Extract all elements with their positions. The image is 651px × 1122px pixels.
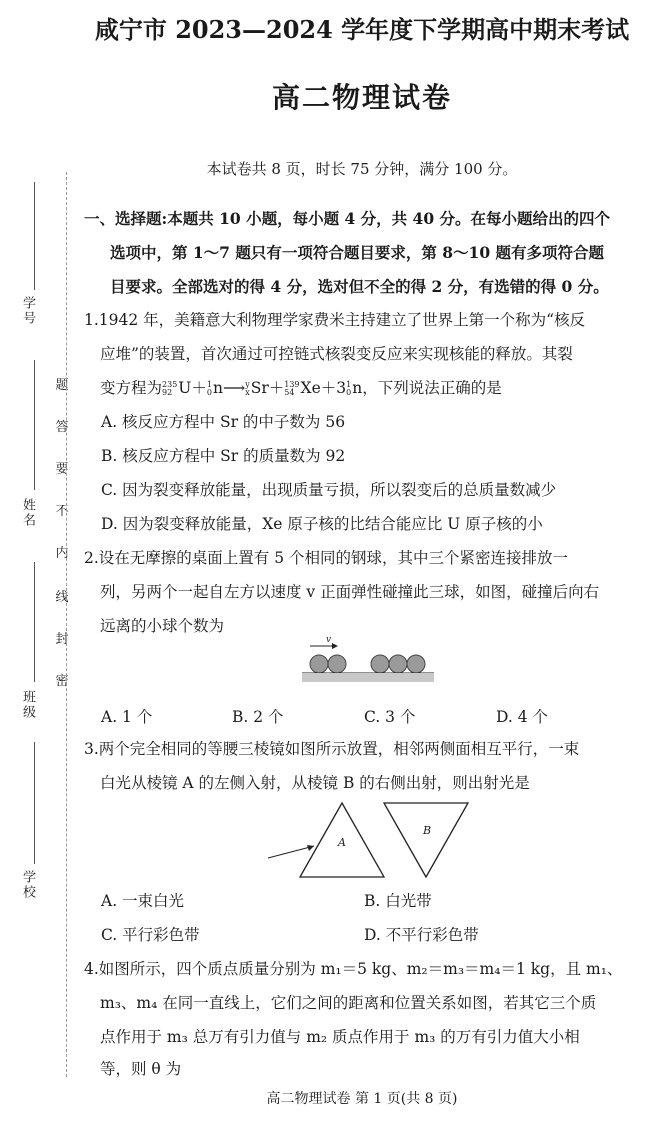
page-footer: 高二物理试卷 第 1 页(共 8 页) (266, 1091, 458, 1107)
seal-char: 封 (55, 632, 69, 647)
margin-line-school (34, 742, 35, 864)
q2-option-a[interactable]: A. 1 个 (101, 708, 153, 726)
prism-a-label: A (338, 836, 346, 849)
ball (310, 655, 328, 673)
q3-option-a[interactable]: A. 一束白光 (101, 892, 185, 910)
exam-info: 本试卷共 8 页，时长 75 分钟，满分 100 分。 (206, 160, 518, 178)
velocity-label: v (326, 635, 332, 645)
paper-subtitle: 高二物理试卷 (271, 81, 452, 114)
q3-option-c[interactable]: C. 平行彩色带 (101, 926, 200, 944)
margin-line-student-number (34, 182, 35, 290)
seal-char: 答 (55, 420, 69, 435)
q2-option-d[interactable]: D. 4 个 (496, 708, 549, 726)
q1-text-suffix: ，下列说法正确的是 (362, 379, 502, 397)
q2-text: 远离的小球个数为 (100, 617, 225, 635)
margin-line-class (34, 562, 35, 682)
q1-text (100, 371, 644, 405)
table-surface (302, 673, 434, 682)
prism-b-label: B (423, 824, 432, 837)
seal-char: 内 (55, 546, 69, 561)
q3-figure-prisms (262, 800, 482, 882)
q1-text: 1.1942 年，美籍意大利物理学家费米主持建立了世界上第一个称为“核反 (84, 311, 586, 329)
q2-text: 2.设在无摩擦的桌面上置有 5 个相同的钢球，其中三个紧密连接排放一 (84, 549, 569, 567)
q1-text: 应堆”的装置，首次通过可控链式核裂变反应来实现核能的释放。其裂 (100, 345, 573, 363)
seal-char: 要 (55, 462, 69, 477)
prism-b (384, 803, 468, 877)
exam-title: 咸宁市 2023—2024 学年度下学期高中期末考试 (94, 15, 630, 44)
q3-text: 白光从棱镜 A 的左侧入射，从棱镜 B 的右侧出射，则出射光是 (100, 774, 530, 792)
q3-option-b[interactable]: B. 白光带 (364, 892, 432, 910)
q2-option-c[interactable]: C. 3 个 (364, 708, 416, 726)
incident-light (268, 846, 314, 858)
q4-text: 4.如图所示，四个质点质量分别为 m₁＝5 kg、m₂＝m₃＝m₄＝1 kg，且 m₁、 (84, 960, 623, 978)
ball (389, 655, 407, 673)
ball (407, 655, 425, 673)
q3-option-d[interactable]: D. 不平行彩色带 (364, 926, 479, 944)
section-instruction: 一、选择题:本题共 10 小题，每小题 4 分，共 40 分。在每小题给出的四个 (84, 209, 611, 228)
section-instruction: 目要求。全部选对的得 4 分，选对但不全的得 2 分，有选错的得 0 分。 (110, 277, 609, 296)
q4-text: 点作用于 m₃ 总万有引力值与 m₂ 质点作用于 m₃ 的万有引力值大小相 (100, 1028, 580, 1046)
seal-char: 不 (55, 504, 69, 519)
seal-char: 题 (55, 378, 69, 393)
q4-text: m₃、m₄ 在同一直线上，它们之间的距离和位置关系如图，若其它三个质 (100, 994, 597, 1012)
q2-figure-balls (298, 632, 438, 690)
q1-option-a[interactable]: A. 核反应方程中 Sr 的中子数为 56 (101, 413, 346, 431)
section-instruction: 选项中，第 1～7 题只有一项符合题目要求，第 8～10 题有多项符合题 (110, 243, 605, 262)
margin-label-school: 学校 (20, 870, 35, 900)
q1-text-prefix: 变方程为 (100, 379, 163, 397)
q2-text: 列，另两个一起自左方以速度 v 正面弹性碰撞此三球，如图，碰撞后向右 (100, 583, 600, 601)
margin-label-name: 姓名 (20, 498, 35, 528)
q1-option-b[interactable]: B. 核反应方程中 Sr 的质量数为 92 (101, 447, 346, 465)
margin-label-student-number: 学号 (20, 296, 35, 326)
margin-label-class: 班级 (20, 690, 35, 720)
ball (328, 655, 346, 673)
margin-line-name (34, 360, 35, 490)
q2-option-b[interactable]: B. 2 个 (232, 708, 284, 726)
seal-char: 线 (55, 590, 69, 605)
q1-option-c[interactable]: C. 因为裂变释放能量，出现质量亏损，所以裂变后的总质量数减少 (101, 481, 557, 499)
seal-divider-line (66, 172, 67, 1077)
seal-char: 密 (55, 674, 69, 689)
ball (371, 655, 389, 673)
q4-text: 等，则 θ 为 (100, 1060, 182, 1078)
fission-equation: 235 92 U＋ 1 0 n⟶ y x Sr＋ 139 54 Xe＋3 1 0 n (162, 379, 363, 397)
q3-text: 3.两个完全相同的等腰三棱镜如图所示放置，相邻两侧面相互平行，一束 (84, 740, 580, 758)
q1-option-d[interactable]: D. 因为裂变释放能量，Xe 原子核的比结合能应比 U 原子核的小 (101, 515, 543, 533)
